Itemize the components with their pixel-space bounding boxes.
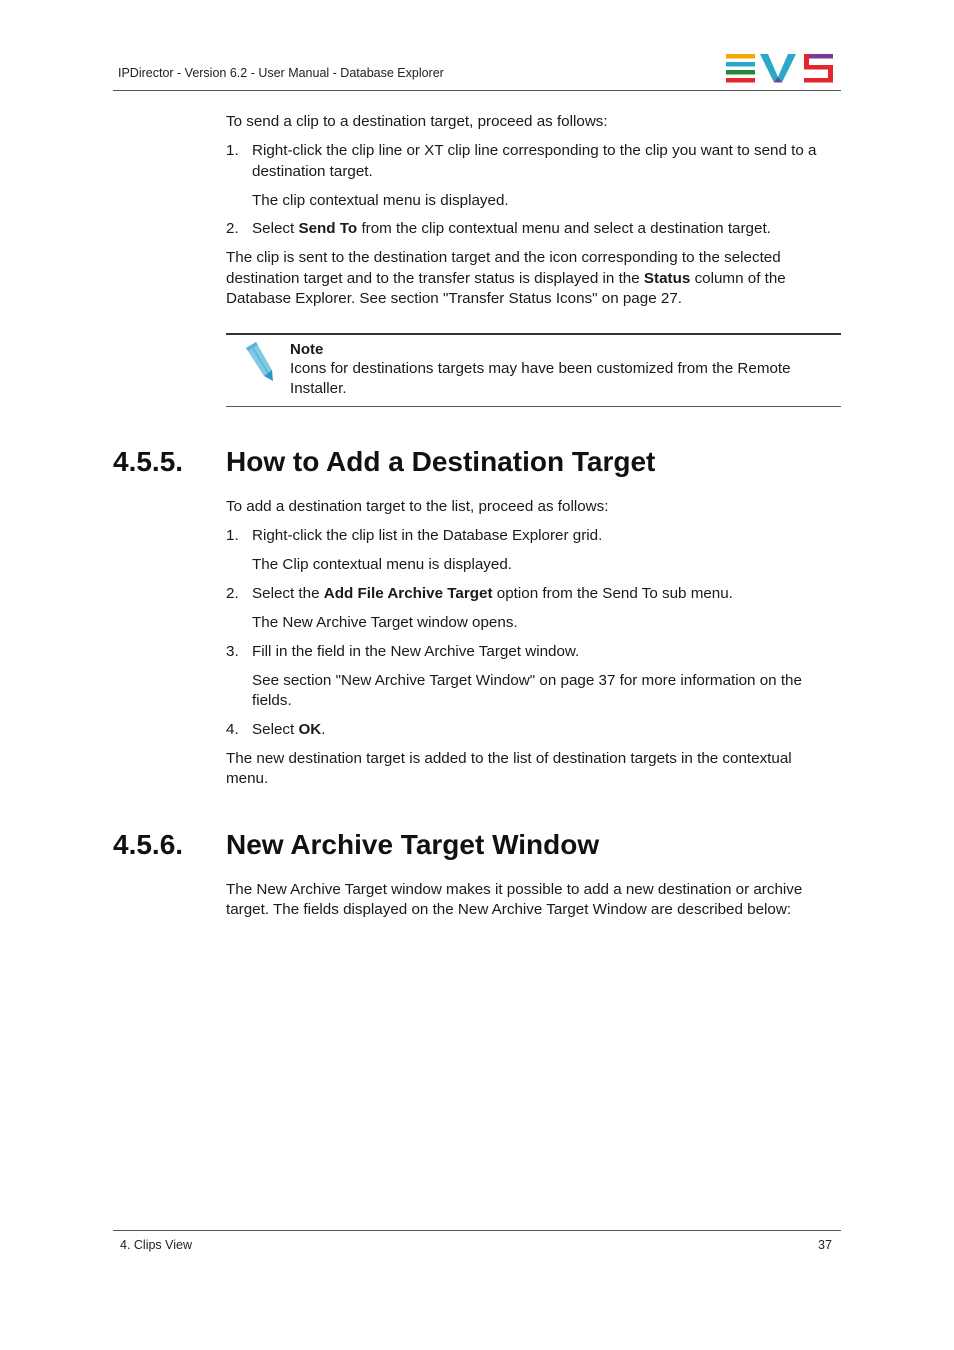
section-number: 4.5.5. bbox=[113, 446, 184, 477]
note-title: Note bbox=[290, 341, 324, 358]
section-outro: menu. bbox=[226, 770, 269, 787]
step-number: 2. bbox=[226, 585, 239, 602]
step-text: Fill in the field in the New Archive Target window. bbox=[252, 643, 580, 660]
text-run: destination target and to the transfer status is displayed in the bbox=[226, 270, 644, 287]
step-number: 1. bbox=[226, 142, 239, 159]
step-result: The New Archive Target window opens. bbox=[252, 614, 518, 631]
step-text: destination target. bbox=[252, 163, 373, 180]
header-rule bbox=[113, 90, 841, 91]
step-number: 2. bbox=[226, 220, 239, 237]
text-run: Select bbox=[252, 721, 299, 738]
section-number: 4.5.6. bbox=[113, 829, 184, 860]
pencil-icon-graphic bbox=[242, 340, 276, 382]
ui-term: Status bbox=[643, 270, 691, 287]
step-result: The clip contextual menu is displayed. bbox=[252, 192, 509, 209]
summary-line: Database Explorer. See section "Transfer Status Icons" on page 27. bbox=[226, 290, 682, 307]
text-run: . bbox=[321, 721, 326, 738]
step-text: Right-click the clip line or XT clip line corresponding to the clip you want to send to a bbox=[252, 142, 817, 159]
section-title: How to Add a Destination Target bbox=[226, 446, 656, 477]
evs-logo bbox=[726, 53, 834, 83]
step-text bbox=[252, 219, 771, 240]
step-result: See section "New Archive Target Window" on page 37 for more information on the bbox=[252, 672, 802, 689]
running-header: IPDirector - Version 6.2 - User Manual - Database Explorer bbox=[118, 66, 444, 80]
step-number: 1. bbox=[226, 527, 239, 544]
footer-rule bbox=[113, 1230, 841, 1231]
step-text: Right-click the clip list in the Database Explorer grid. bbox=[252, 527, 603, 544]
step-text bbox=[252, 720, 325, 741]
section-body: The New Archive Target window makes it possible to add a new destination or archive bbox=[226, 881, 803, 898]
step-number: 4. bbox=[226, 721, 239, 738]
section-lead: To add a destination target to the list, proceed as follows: bbox=[226, 498, 609, 515]
section-title: New Archive Target Window bbox=[226, 829, 600, 860]
ui-term: Add File Archive Target bbox=[323, 585, 493, 602]
section-body: target. The fields displayed on the New Archive Target Window are described below: bbox=[226, 901, 792, 918]
summary-line: The clip is sent to the destination target and the icon corresponding to the selected bbox=[226, 249, 781, 266]
step-result: fields. bbox=[252, 692, 292, 709]
evs-logo-graphic bbox=[726, 53, 834, 83]
text-run: Select the bbox=[252, 585, 324, 602]
text-run: from the clip contextual menu and select a destination target. bbox=[357, 220, 771, 237]
step-number: 3. bbox=[226, 643, 239, 660]
ui-term: OK bbox=[298, 721, 322, 738]
note-text: Installer. bbox=[290, 380, 347, 397]
summary-line bbox=[226, 269, 786, 290]
step-result: The Clip contextual menu is displayed. bbox=[252, 556, 513, 573]
intro-lead: To send a clip to a destination target, proceed as follows: bbox=[226, 113, 608, 130]
pencil-icon bbox=[242, 340, 276, 382]
text-run: Select bbox=[252, 220, 299, 237]
ui-term: Send To bbox=[298, 220, 358, 237]
step-text bbox=[252, 584, 733, 605]
note-text: Icons for destinations targets may have been customized from the Remote bbox=[290, 360, 791, 377]
note-bottom-rule bbox=[226, 406, 841, 407]
footer-chapter: 4. Clips View bbox=[120, 1238, 193, 1252]
text-run: column of the bbox=[690, 270, 786, 287]
note-top-rule bbox=[226, 333, 841, 335]
section-outro: The new destination target is added to the list of destination targets in the contextual bbox=[226, 750, 792, 767]
text-run: option from the Send To sub menu. bbox=[492, 585, 733, 602]
page-number: 37 bbox=[818, 1238, 832, 1252]
